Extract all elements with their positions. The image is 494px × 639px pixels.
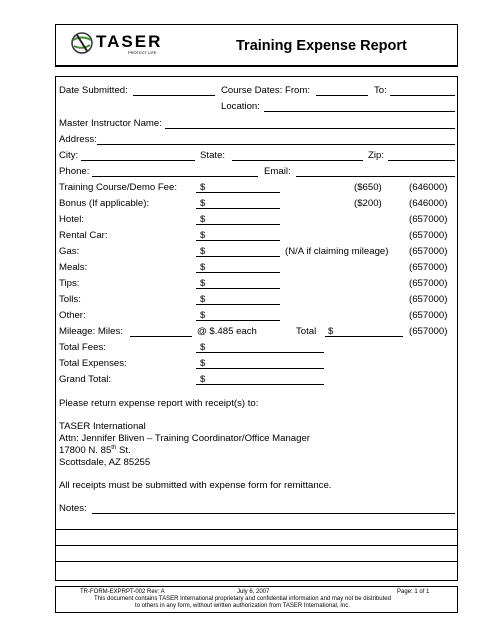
expense-amount-field[interactable]: [196, 288, 280, 289]
expense-code: (657000): [409, 262, 448, 273]
master-instructor-field[interactable]: [165, 128, 455, 129]
street-suffix: th: [111, 445, 117, 451]
expense-dollar: $: [200, 278, 206, 289]
expense-label: Tolls:: [59, 294, 81, 305]
total-fees-field[interactable]: [196, 352, 324, 353]
expense-dollar: $: [200, 182, 206, 193]
page-title: Training Expense Report: [236, 38, 407, 54]
expense-label: Hotel:: [59, 214, 85, 225]
company-name: TASER International: [59, 421, 146, 432]
total-fees-label: Total Fees:: [59, 342, 106, 353]
return-instructions: Please return expense report with receipt(s) to:: [59, 398, 259, 409]
address-field[interactable]: [97, 144, 455, 145]
expense-code: (657000): [409, 278, 448, 289]
expense-amount-field[interactable]: [196, 304, 280, 305]
expense-note: ($650): [354, 182, 382, 193]
expense-dollar: $: [200, 246, 206, 257]
footer-confidential-1: This document contains TASER International proprietary and confidential information and may not be distributed: [94, 596, 391, 602]
course-dates-from-field[interactable]: [316, 95, 368, 96]
expense-amount-field[interactable]: [196, 192, 280, 193]
expense-code: (657000): [409, 246, 448, 257]
expense-dollar: $: [200, 198, 206, 209]
notes-field-line-1[interactable]: [92, 513, 455, 514]
address-label: Address:: [59, 134, 97, 145]
expense-note: ($200): [354, 198, 382, 209]
grand-total-dollar: $: [200, 374, 206, 385]
expense-dollar: $: [200, 294, 206, 305]
street-end: St.: [116, 445, 131, 456]
notes-label: Notes:: [59, 503, 87, 514]
notes-field-line-3[interactable]: [55, 545, 458, 546]
expense-dollar: $: [200, 262, 206, 273]
course-dates-to-field[interactable]: [390, 95, 455, 96]
footer-date: July 6, 2007: [237, 589, 270, 595]
expense-amount-field[interactable]: [196, 208, 280, 209]
expense-code: (657000): [409, 294, 448, 305]
street-number: 17800 N. 85: [59, 445, 112, 456]
expense-note: (N/A if claiming mileage): [285, 246, 389, 257]
mileage-total-label: Total: [296, 326, 317, 337]
phone-field[interactable]: [92, 176, 258, 177]
attn-line: Attn: Jennifer Bliven – Training Coordinator/Office Manager: [59, 433, 310, 444]
to-label: To:: [374, 85, 387, 96]
expense-code: (657000): [409, 310, 448, 321]
expense-code: (657000): [409, 230, 448, 241]
state-field[interactable]: [232, 160, 363, 161]
footer-page: Page: 1 of 1: [397, 589, 430, 595]
city-line: Scottsdale, AZ 85255: [59, 457, 151, 468]
mileage-dollar: $: [328, 326, 334, 337]
notes-field-line-2[interactable]: [55, 529, 458, 530]
expense-amount-field[interactable]: [196, 272, 280, 273]
expense-label: Rental Car:: [59, 230, 108, 241]
expense-dollar: $: [200, 214, 206, 225]
expense-dollar: $: [200, 310, 206, 321]
footer-form-id: TR-FORM-EXPRPT-002 Rev: A: [80, 589, 165, 595]
expense-label: Tips:: [59, 278, 80, 289]
expense-label: Other:: [59, 310, 86, 321]
expense-label: Meals:: [59, 262, 88, 273]
total-fees-dollar: $: [200, 342, 206, 353]
grand-total-field[interactable]: [196, 384, 324, 385]
globe-icon: [70, 31, 94, 55]
footer-confidential-2: to others in any form, without written authorization from TASER International, Inc.: [135, 603, 350, 609]
expense-amount-field[interactable]: [196, 320, 280, 321]
course-dates-from-label: Course Dates: From:: [221, 85, 311, 96]
location-label: Location:: [221, 101, 260, 112]
receipts-note: All receipts must be submitted with expense form for remittance.: [59, 480, 332, 491]
zip-field[interactable]: [388, 160, 455, 161]
date-submitted-label: Date Submitted:: [59, 85, 128, 96]
total-expenses-dollar: $: [200, 358, 206, 369]
email-field[interactable]: [296, 176, 455, 177]
mileage-code: (657000): [409, 326, 448, 337]
taser-logo: [70, 31, 180, 55]
street-line: [59, 445, 131, 456]
email-label: Email:: [264, 166, 291, 177]
grand-total-label: Grand Total:: [59, 374, 112, 385]
city-field[interactable]: [81, 160, 195, 161]
expense-label: Bonus (If applicable):: [59, 198, 150, 209]
mileage-miles-field[interactable]: [130, 336, 192, 337]
zip-label: Zip:: [368, 150, 384, 161]
mileage-label: Mileage: Miles:: [59, 326, 123, 337]
total-expenses-label: Total Expenses:: [59, 358, 127, 369]
expense-amount-field[interactable]: [196, 240, 280, 241]
expense-code: (657000): [409, 214, 448, 225]
date-submitted-field[interactable]: [133, 95, 215, 96]
expense-amount-field[interactable]: [196, 224, 280, 225]
location-field[interactable]: [264, 111, 455, 112]
phone-label: Phone:: [59, 166, 90, 177]
mileage-rate: @ $.485 each: [197, 326, 257, 337]
state-label: State:: [200, 150, 226, 161]
total-expenses-field[interactable]: [196, 368, 324, 369]
expense-code: (646000): [409, 182, 448, 193]
mileage-total-field[interactable]: [325, 336, 403, 337]
logo-tagline: PROTECT LIFE: [128, 50, 157, 55]
master-instructor-label: Master Instructor Name:: [59, 118, 162, 129]
expense-code: (646000): [409, 198, 448, 209]
header-divider: [55, 66, 458, 67]
expense-label: Training Course/Demo Fee:: [59, 182, 178, 193]
city-label: City:: [59, 150, 79, 161]
logo-text: TASER: [96, 32, 163, 51]
expense-label: Gas:: [59, 246, 80, 257]
expense-amount-field[interactable]: [196, 256, 280, 257]
notes-field-line-4[interactable]: [55, 561, 458, 562]
expense-dollar: $: [200, 230, 206, 241]
